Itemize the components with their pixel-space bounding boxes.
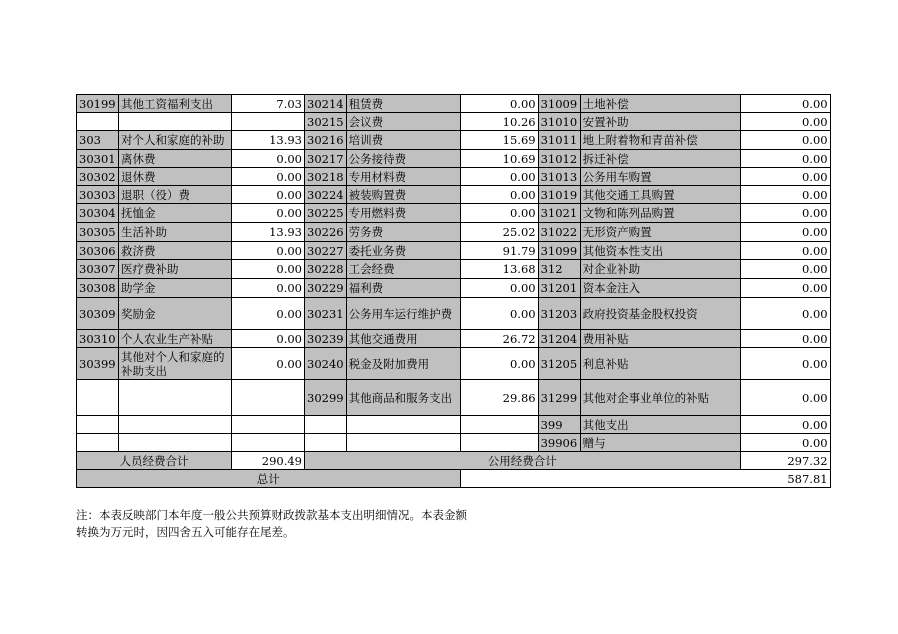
- group1-code-cell: [77, 434, 119, 452]
- group3-amount-cell: 0.00: [740, 279, 830, 298]
- table-row: [77, 416, 831, 434]
- group2-name-cell: 专用燃料费: [346, 204, 460, 223]
- group3-amount-cell: 0.00: [740, 330, 830, 348]
- table-row: [77, 348, 831, 380]
- group2-name-cell: 公务接待费: [346, 150, 460, 168]
- group1-name-cell: 其他工资福利支出: [119, 95, 232, 113]
- group3-amount-cell: 0.00: [740, 298, 830, 330]
- table-row: [77, 242, 831, 260]
- group1-amount-cell: 0.00: [232, 150, 305, 168]
- group3-name-cell: 政府投资基金股权投资: [580, 298, 740, 330]
- group3-name-cell: 土地补偿: [580, 95, 740, 113]
- group1-amount-cell: 7.03: [232, 95, 305, 113]
- group3-amount-cell: 0.00: [740, 380, 830, 416]
- group1-name-cell: 奖励金: [119, 298, 232, 330]
- group3-amount-cell: 0.00: [740, 186, 830, 204]
- group2-name-cell: 委托业务费: [346, 242, 460, 260]
- group2-amount-cell: 91.79: [460, 242, 538, 260]
- table-row: [77, 298, 831, 330]
- group3-amount-cell: 0.00: [740, 204, 830, 223]
- group1-name-cell: 离休费: [119, 150, 232, 168]
- group3-amount-cell: 0.00: [740, 168, 830, 186]
- group3-name-cell: 公务用车购置: [580, 168, 740, 186]
- group3-name-cell: 利息补贴: [580, 348, 740, 380]
- group2-amount-cell: 0.00: [460, 186, 538, 204]
- table-row: [77, 434, 831, 452]
- group3-code-cell: 31205: [538, 348, 580, 380]
- group3-name-cell: 对企业补助: [580, 260, 740, 279]
- personnel-total-value: 290.49: [232, 452, 305, 470]
- group1-name-cell: 对个人和家庭的补助: [119, 131, 232, 150]
- group3-code-cell: 31201: [538, 279, 580, 298]
- group2-code-cell: 30227: [305, 242, 347, 260]
- group1-name-cell: 生活补助: [119, 223, 232, 242]
- group1-code-cell: 30199: [77, 95, 119, 113]
- group2-code-cell: 30215: [305, 113, 347, 131]
- table-row: [77, 330, 831, 348]
- group1-name-cell: 退职（役）费: [119, 186, 232, 204]
- group2-amount-cell: 0.00: [460, 298, 538, 330]
- public-total-label: 公用经费合计: [305, 452, 741, 470]
- table-row: [77, 95, 831, 113]
- group1-amount-cell: [232, 380, 305, 416]
- grand-total-value: 587.81: [460, 470, 830, 488]
- group2-name-cell: 被装购置费: [346, 186, 460, 204]
- grand-total-label: 总计: [77, 470, 461, 488]
- group3-name-cell: 其他对企事业单位的补贴: [580, 380, 740, 416]
- group3-amount-cell: 0.00: [740, 242, 830, 260]
- group2-name-cell: 劳务费: [346, 223, 460, 242]
- group3-code-cell: 39906: [538, 434, 580, 452]
- group2-code-cell: 30229: [305, 279, 347, 298]
- group2-name-cell: 培训费: [346, 131, 460, 150]
- group2-name-cell: [346, 416, 460, 434]
- group3-amount-cell: 0.00: [740, 150, 830, 168]
- group3-amount-cell: 0.00: [740, 416, 830, 434]
- group3-code-cell: 31009: [538, 95, 580, 113]
- group1-code-cell: [77, 380, 119, 416]
- group1-name-cell: 其他对个人和家庭的补助支出: [119, 348, 232, 380]
- group3-code-cell: 31203: [538, 298, 580, 330]
- subtotal-row: [77, 452, 831, 470]
- table-row: [77, 204, 831, 223]
- group3-amount-cell: 0.00: [740, 434, 830, 452]
- group3-name-cell: 资本金注入: [580, 279, 740, 298]
- group1-amount-cell: 0.00: [232, 260, 305, 279]
- group1-code-cell: 30305: [77, 223, 119, 242]
- group2-name-cell: [346, 434, 460, 452]
- group3-name-cell: 拆迁补偿: [580, 150, 740, 168]
- group2-name-cell: 会议费: [346, 113, 460, 131]
- group1-name-cell: [119, 434, 232, 452]
- group2-amount-cell: 10.69: [460, 150, 538, 168]
- group1-amount-cell: 0.00: [232, 186, 305, 204]
- group1-name-cell: 抚恤金: [119, 204, 232, 223]
- group1-amount-cell: 0.00: [232, 279, 305, 298]
- group2-code-cell: 30228: [305, 260, 347, 279]
- group3-name-cell: 赠与: [580, 434, 740, 452]
- group1-name-cell: 个人农业生产补贴: [119, 330, 232, 348]
- group2-name-cell: 公务用车运行维护费: [346, 298, 460, 330]
- group2-name-cell: 税金及附加费用: [346, 348, 460, 380]
- group1-name-cell: 退休费: [119, 168, 232, 186]
- group2-amount-cell: 29.86: [460, 380, 538, 416]
- grand-total-row: [77, 470, 831, 488]
- group3-amount-cell: 0.00: [740, 113, 830, 131]
- group1-amount-cell: [232, 416, 305, 434]
- group1-amount-cell: 0.00: [232, 330, 305, 348]
- table-row: [77, 260, 831, 279]
- table-row: [77, 279, 831, 298]
- group1-code-cell: 30306: [77, 242, 119, 260]
- group2-amount-cell: 10.26: [460, 113, 538, 131]
- group3-code-cell: 31204: [538, 330, 580, 348]
- table-row: [77, 113, 831, 131]
- group2-amount-cell: 0.00: [460, 95, 538, 113]
- group1-amount-cell: 0.00: [232, 242, 305, 260]
- group1-code-cell: 30301: [77, 150, 119, 168]
- group1-amount-cell: 0.00: [232, 298, 305, 330]
- group2-name-cell: 租赁费: [346, 95, 460, 113]
- group2-code-cell: [305, 416, 347, 434]
- group3-code-cell: 31019: [538, 186, 580, 204]
- group3-code-cell: 31022: [538, 223, 580, 242]
- group1-code-cell: 30308: [77, 279, 119, 298]
- group1-amount-cell: 13.93: [232, 131, 305, 150]
- group2-amount-cell: 25.02: [460, 223, 538, 242]
- group3-name-cell: 其他交通工具购置: [580, 186, 740, 204]
- group2-amount-cell: 0.00: [460, 348, 538, 380]
- group1-amount-cell: [232, 434, 305, 452]
- group1-name-cell: [119, 380, 232, 416]
- group2-amount-cell: 15.69: [460, 131, 538, 150]
- group2-amount-cell: 0.00: [460, 279, 538, 298]
- group3-amount-cell: 0.00: [740, 131, 830, 150]
- group3-name-cell: 其他资本性支出: [580, 242, 740, 260]
- group1-code-cell: 30309: [77, 298, 119, 330]
- group1-name-cell: [119, 416, 232, 434]
- group2-name-cell: 其他交通费用: [346, 330, 460, 348]
- group2-code-cell: 30216: [305, 131, 347, 150]
- group3-code-cell: 31021: [538, 204, 580, 223]
- group3-code-cell: 31299: [538, 380, 580, 416]
- group2-amount-cell: [460, 434, 538, 452]
- table-row: [77, 186, 831, 204]
- group2-name-cell: 专用材料费: [346, 168, 460, 186]
- footnote: 注：本表反映部门本年度一般公共预算财政拨款基本支出明细情况。本表金额转换为万元时，因四舍五入可能存在尾差。: [76, 508, 467, 539]
- group3-code-cell: 31013: [538, 168, 580, 186]
- group2-amount-cell: [460, 416, 538, 434]
- table-row: [77, 223, 831, 242]
- group1-amount-cell: [232, 113, 305, 131]
- group3-amount-cell: 0.00: [740, 223, 830, 242]
- group3-code-cell: 31010: [538, 113, 580, 131]
- public-total-value: 297.32: [740, 452, 830, 470]
- group1-code-cell: 30302: [77, 168, 119, 186]
- group2-code-cell: 30225: [305, 204, 347, 223]
- group2-code-cell: 30226: [305, 223, 347, 242]
- group2-name-cell: 工会经费: [346, 260, 460, 279]
- group1-amount-cell: 0.00: [232, 168, 305, 186]
- group3-code-cell: 312: [538, 260, 580, 279]
- group1-code-cell: 30307: [77, 260, 119, 279]
- group1-code-cell: [77, 113, 119, 131]
- group1-code-cell: [77, 416, 119, 434]
- group3-code-cell: 31012: [538, 150, 580, 168]
- group3-code-cell: 399: [538, 416, 580, 434]
- table-row: [77, 168, 831, 186]
- group3-amount-cell: 0.00: [740, 348, 830, 380]
- group2-name-cell: 福利费: [346, 279, 460, 298]
- group2-code-cell: [305, 434, 347, 452]
- group3-name-cell: 费用补贴: [580, 330, 740, 348]
- group1-name-cell: 救济费: [119, 242, 232, 260]
- group3-name-cell: 地上附着物和青苗补偿: [580, 131, 740, 150]
- group2-code-cell: 30231: [305, 298, 347, 330]
- group1-amount-cell: 0.00: [232, 348, 305, 380]
- group1-code-cell: 30303: [77, 186, 119, 204]
- personnel-total-label: 人员经费合计: [77, 452, 232, 470]
- group3-name-cell: 无形资产购置: [580, 223, 740, 242]
- group2-amount-cell: 0.00: [460, 168, 538, 186]
- group1-amount-cell: 0.00: [232, 204, 305, 223]
- group2-code-cell: 30217: [305, 150, 347, 168]
- group1-code-cell: 30304: [77, 204, 119, 223]
- table-row: [77, 150, 831, 168]
- group3-name-cell: 其他支出: [580, 416, 740, 434]
- group2-code-cell: 30299: [305, 380, 347, 416]
- group1-code-cell: 303: [77, 131, 119, 150]
- group2-name-cell: 其他商品和服务支出: [346, 380, 460, 416]
- group3-amount-cell: 0.00: [740, 260, 830, 279]
- group2-code-cell: 30240: [305, 348, 347, 380]
- group3-code-cell: 31099: [538, 242, 580, 260]
- group3-amount-cell: 0.00: [740, 95, 830, 113]
- group1-code-cell: 30310: [77, 330, 119, 348]
- group2-code-cell: 30224: [305, 186, 347, 204]
- group1-code-cell: 30399: [77, 348, 119, 380]
- group2-code-cell: 30214: [305, 95, 347, 113]
- group1-amount-cell: 13.93: [232, 223, 305, 242]
- group3-code-cell: 31011: [538, 131, 580, 150]
- table-row: [77, 131, 831, 150]
- group1-name-cell: 助学金: [119, 279, 232, 298]
- group2-amount-cell: 13.68: [460, 260, 538, 279]
- table-row: [77, 380, 831, 416]
- group2-code-cell: 30218: [305, 168, 347, 186]
- budget-table: [76, 94, 831, 488]
- group1-name-cell: 医疗费补助: [119, 260, 232, 279]
- group2-amount-cell: 0.00: [460, 204, 538, 223]
- group3-name-cell: 文物和陈列品购置: [580, 204, 740, 223]
- group3-name-cell: 安置补助: [580, 113, 740, 131]
- group2-amount-cell: 26.72: [460, 330, 538, 348]
- group2-code-cell: 30239: [305, 330, 347, 348]
- group1-name-cell: [119, 113, 232, 131]
